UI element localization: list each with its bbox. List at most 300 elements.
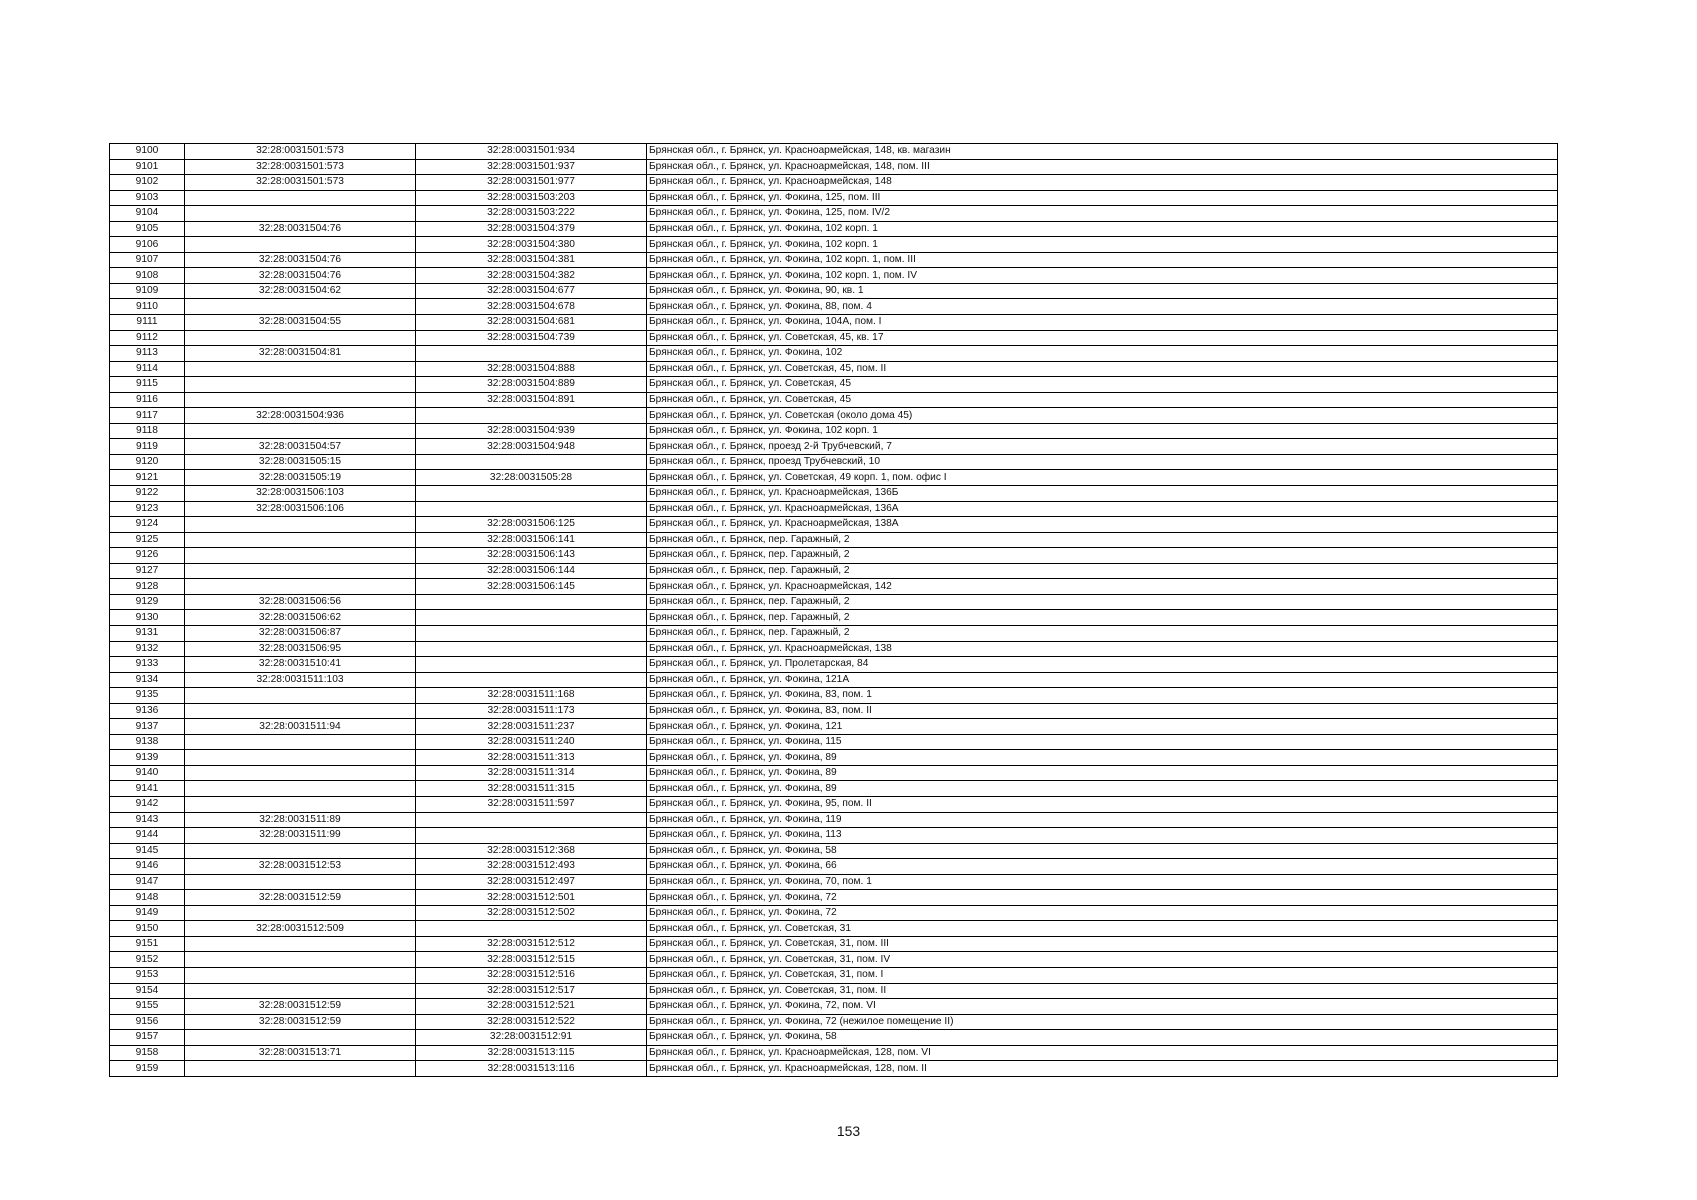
address-cell: Брянская обл., г. Брянск, пер. Гаражный, 2 [647,625,1558,641]
land-plot-number-cell [185,734,416,750]
object-number-cell: 32:28:0031504:681 [416,315,647,331]
row-number-cell: 9139 [110,750,185,766]
table-row [110,843,1558,859]
table-row [110,439,1558,455]
table-row [110,206,1558,222]
table-row [110,967,1558,983]
table-row [110,983,1558,999]
object-number-cell: 32:28:0031506:125 [416,517,647,533]
object-number-cell: 32:28:0031506:144 [416,563,647,579]
row-number-cell: 9129 [110,594,185,610]
land-plot-number-cell: 32:28:0031506:103 [185,486,416,502]
object-number-cell [416,812,647,828]
land-plot-number-cell: 32:28:0031501:573 [185,144,416,160]
land-plot-number-cell: 32:28:0031512:53 [185,859,416,875]
land-plot-number-cell [185,237,416,253]
row-number-cell: 9106 [110,237,185,253]
object-number-cell: 32:28:0031505:28 [416,470,647,486]
land-plot-number-cell [185,905,416,921]
row-number-cell: 9105 [110,221,185,237]
row-number-cell: 9142 [110,796,185,812]
table-row [110,408,1558,424]
object-number-cell: 32:28:0031501:977 [416,175,647,191]
table-row [110,470,1558,486]
table-row [110,548,1558,564]
address-cell: Брянская обл., г. Брянск, пер. Гаражный, 2 [647,548,1558,564]
row-number-cell: 9150 [110,921,185,937]
address-cell: Брянская обл., г. Брянск, ул. Фокина, 119 [647,812,1558,828]
address-cell: Брянская обл., г. Брянск, ул. Советская, 31 [647,921,1558,937]
address-cell: Брянская обл., г. Брянск, ул. Фокина, 66 [647,859,1558,875]
address-cell: Брянская обл., г. Брянск, ул. Советская (около дома 45) [647,408,1558,424]
table-row [110,361,1558,377]
table-row [110,237,1558,253]
land-plot-number-cell: 32:28:0031511:89 [185,812,416,828]
row-number-cell: 9125 [110,532,185,548]
land-plot-number-cell: 32:28:0031504:62 [185,283,416,299]
table-row [110,190,1558,206]
cadastral-table [109,143,1558,1077]
row-number-cell: 9147 [110,874,185,890]
object-number-cell: 32:28:0031511:173 [416,703,647,719]
table-row [110,719,1558,735]
table-row [110,657,1558,673]
address-cell: Брянская обл., г. Брянск, ул. Советская, 31, пом. III [647,936,1558,952]
object-number-cell: 32:28:0031504:678 [416,299,647,315]
table-row [110,765,1558,781]
land-plot-number-cell: 32:28:0031504:81 [185,346,416,362]
address-cell: Брянская обл., г. Брянск, ул. Фокина, 72 (нежилое помещение II) [647,1014,1558,1030]
row-number-cell: 9149 [110,905,185,921]
row-number-cell: 9156 [110,1014,185,1030]
address-cell: Брянская обл., г. Брянск, ул. Красноармейская, 148, пом. III [647,159,1558,175]
table-row [110,936,1558,952]
table-row [110,330,1558,346]
object-number-cell [416,486,647,502]
land-plot-number-cell [185,392,416,408]
land-plot-number-cell: 32:28:0031501:573 [185,159,416,175]
row-number-cell: 9138 [110,734,185,750]
address-cell: Брянская обл., г. Брянск, ул. Фокина, 95, пом. II [647,796,1558,812]
table-row [110,750,1558,766]
row-number-cell: 9131 [110,625,185,641]
object-number-cell: 32:28:0031504:891 [416,392,647,408]
row-number-cell: 9118 [110,423,185,439]
address-cell: Брянская обл., г. Брянск, ул. Пролетарская, 84 [647,657,1558,673]
land-plot-number-cell [185,579,416,595]
table-row [110,999,1558,1015]
land-plot-number-cell: 32:28:0031512:59 [185,1014,416,1030]
land-plot-number-cell: 32:28:0031504:936 [185,408,416,424]
table-row [110,423,1558,439]
object-number-cell: 32:28:0031506:143 [416,548,647,564]
land-plot-number-cell [185,563,416,579]
row-number-cell: 9154 [110,983,185,999]
address-cell: Брянская обл., г. Брянск, ул. Фокина, 121А [647,672,1558,688]
address-cell: Брянская обл., г. Брянск, ул. Фокина, 102 корп. 1 [647,237,1558,253]
object-number-cell [416,408,647,424]
object-number-cell: 32:28:0031501:934 [416,144,647,160]
address-cell: Брянская обл., г. Брянск, ул. Советская, 31, пом. IV [647,952,1558,968]
object-number-cell: 32:28:0031512:368 [416,843,647,859]
row-number-cell: 9155 [110,999,185,1015]
row-number-cell: 9158 [110,1045,185,1061]
table-row [110,828,1558,844]
table-row [110,392,1558,408]
row-number-cell: 9126 [110,548,185,564]
land-plot-number-cell [185,952,416,968]
row-number-cell: 9110 [110,299,185,315]
address-cell: Брянская обл., г. Брянск, проезд Трубчевский, 10 [647,454,1558,470]
object-number-cell: 32:28:0031501:937 [416,159,647,175]
table-row [110,703,1558,719]
table-row [110,346,1558,362]
row-number-cell: 9120 [110,454,185,470]
table-row [110,299,1558,315]
land-plot-number-cell [185,1061,416,1077]
table-row [110,1045,1558,1061]
row-number-cell: 9119 [110,439,185,455]
address-cell: Брянская обл., г. Брянск, ул. Фокина, 90, кв. 1 [647,283,1558,299]
address-cell: Брянская обл., г. Брянск, ул. Советская, 49 корп. 1, пом. офис I [647,470,1558,486]
address-cell: Брянская обл., г. Брянск, ул. Советская, 45 [647,377,1558,393]
land-plot-number-cell [185,548,416,564]
address-cell: Брянская обл., г. Брянск, ул. Советская, 31, пом. I [647,967,1558,983]
object-number-cell: 32:28:0031511:168 [416,688,647,704]
address-cell: Брянская обл., г. Брянск, ул. Фокина, 72 [647,905,1558,921]
row-number-cell: 9103 [110,190,185,206]
object-number-cell: 32:28:0031504:380 [416,237,647,253]
address-cell: Брянская обл., г. Брянск, ул. Фокина, 83, пом. 1 [647,688,1558,704]
row-number-cell: 9111 [110,315,185,331]
address-cell: Брянская обл., г. Брянск, ул. Фокина, 102 корп. 1, пом. IV [647,268,1558,284]
row-number-cell: 9153 [110,967,185,983]
table-row [110,517,1558,533]
land-plot-number-cell [185,377,416,393]
land-plot-number-cell [185,781,416,797]
address-cell: Брянская обл., г. Брянск, ул. Красноармейская, 136Б [647,486,1558,502]
land-plot-number-cell [185,517,416,533]
address-cell: Брянская обл., г. Брянск, ул. Фокина, 88, пом. 4 [647,299,1558,315]
address-cell: Брянская обл., г. Брянск, ул. Фокина, 72, пом. VI [647,999,1558,1015]
address-cell: Брянская обл., г. Брянск, ул. Красноармейская, 136А [647,501,1558,517]
page-number: 153 [836,1123,861,1139]
table-row [110,859,1558,875]
address-cell: Брянская обл., г. Брянск, ул. Красноармейская, 138А [647,517,1558,533]
object-number-cell: 32:28:0031512:521 [416,999,647,1015]
object-number-cell: 32:28:0031512:497 [416,874,647,890]
table-row [110,1030,1558,1046]
object-number-cell [416,454,647,470]
table-row [110,1061,1558,1077]
row-number-cell: 9114 [110,361,185,377]
address-cell: Брянская обл., г. Брянск, ул. Фокина, 125, пом. III [647,190,1558,206]
table-row [110,175,1558,191]
object-number-cell: 32:28:0031511:315 [416,781,647,797]
object-number-cell: 32:28:0031511:237 [416,719,647,735]
land-plot-number-cell: 32:28:0031504:55 [185,315,416,331]
land-plot-number-cell: 32:28:0031511:103 [185,672,416,688]
address-cell: Брянская обл., г. Брянск, ул. Фокина, 125, пом. IV/2 [647,206,1558,222]
table-row [110,688,1558,704]
table-row [110,796,1558,812]
address-cell: Брянская обл., г. Брянск, пер. Гаражный, 2 [647,563,1558,579]
row-number-cell: 9148 [110,890,185,906]
land-plot-number-cell [185,936,416,952]
land-plot-number-cell: 32:28:0031504:76 [185,268,416,284]
object-number-cell: 32:28:0031503:222 [416,206,647,222]
row-number-cell: 9108 [110,268,185,284]
object-number-cell: 32:28:0031511:314 [416,765,647,781]
land-plot-number-cell [185,190,416,206]
row-number-cell: 9137 [110,719,185,735]
land-plot-number-cell [185,330,416,346]
row-number-cell: 9116 [110,392,185,408]
object-number-cell: 32:28:0031512:493 [416,859,647,875]
object-number-cell: 32:28:0031512:91 [416,1030,647,1046]
object-number-cell: 32:28:0031506:145 [416,579,647,595]
address-cell: Брянская обл., г. Брянск, ул. Красноармейская, 128, пом. VI [647,1045,1558,1061]
land-plot-number-cell [185,423,416,439]
object-number-cell: 32:28:0031504:948 [416,439,647,455]
object-number-cell: 32:28:0031511:313 [416,750,647,766]
row-number-cell: 9113 [110,346,185,362]
row-number-cell: 9104 [110,206,185,222]
table-row [110,579,1558,595]
row-number-cell: 9133 [110,657,185,673]
row-number-cell: 9100 [110,144,185,160]
row-number-cell: 9109 [110,283,185,299]
object-number-cell [416,657,647,673]
object-number-cell: 32:28:0031512:522 [416,1014,647,1030]
land-plot-number-cell [185,796,416,812]
address-cell: Брянская обл., г. Брянск, ул. Советская, 31, пом. II [647,983,1558,999]
address-cell: Брянская обл., г. Брянск, ул. Фокина, 89 [647,781,1558,797]
land-plot-number-cell [185,361,416,377]
address-cell: Брянская обл., г. Брянск, ул. Фокина, 83, пом. II [647,703,1558,719]
land-plot-number-cell [185,843,416,859]
land-plot-number-cell [185,532,416,548]
address-cell: Брянская обл., г. Брянск, проезд 2-й Трубчевский, 7 [647,439,1558,455]
address-cell: Брянская обл., г. Брянск, ул. Красноармейская, 148 [647,175,1558,191]
address-cell: Брянская обл., г. Брянск, ул. Фокина, 72 [647,890,1558,906]
address-cell: Брянская обл., г. Брянск, ул. Фокина, 58 [647,843,1558,859]
table-row [110,594,1558,610]
land-plot-number-cell [185,299,416,315]
row-number-cell: 9135 [110,688,185,704]
table-row [110,486,1558,502]
object-number-cell: 32:28:0031512:501 [416,890,647,906]
land-plot-number-cell: 32:28:0031504:76 [185,221,416,237]
land-plot-number-cell: 32:28:0031506:106 [185,501,416,517]
row-number-cell: 9130 [110,610,185,626]
object-number-cell: 32:28:0031513:116 [416,1061,647,1077]
object-number-cell [416,501,647,517]
object-number-cell: 32:28:0031504:381 [416,252,647,268]
land-plot-number-cell [185,1030,416,1046]
object-number-cell: 32:28:0031512:516 [416,967,647,983]
object-number-cell [416,346,647,362]
object-number-cell [416,641,647,657]
object-number-cell [416,625,647,641]
object-number-cell: 32:28:0031513:115 [416,1045,647,1061]
row-number-cell: 9152 [110,952,185,968]
land-plot-number-cell: 32:28:0031506:62 [185,610,416,626]
object-number-cell [416,610,647,626]
land-plot-number-cell [185,688,416,704]
address-cell: Брянская обл., г. Брянск, пер. Гаражный, 2 [647,610,1558,626]
row-number-cell: 9140 [110,765,185,781]
table-row [110,252,1558,268]
table-row [110,501,1558,517]
object-number-cell: 32:28:0031512:515 [416,952,647,968]
table-row [110,144,1558,160]
object-number-cell: 32:28:0031503:203 [416,190,647,206]
land-plot-number-cell [185,765,416,781]
address-cell: Брянская обл., г. Брянск, ул. Красноармейская, 148, кв. магазин [647,144,1558,160]
row-number-cell: 9117 [110,408,185,424]
object-number-cell: 32:28:0031504:939 [416,423,647,439]
address-cell: Брянская обл., г. Брянск, ул. Фокина, 89 [647,765,1558,781]
address-cell: Брянская обл., г. Брянск, ул. Фокина, 102 корп. 1 [647,423,1558,439]
object-number-cell [416,921,647,937]
table-row [110,672,1558,688]
object-number-cell: 32:28:0031511:597 [416,796,647,812]
row-number-cell: 9124 [110,517,185,533]
table-row [110,890,1558,906]
table-row [110,563,1558,579]
land-plot-number-cell [185,967,416,983]
address-cell: Брянская обл., г. Брянск, ул. Фокина, 102 [647,346,1558,362]
land-plot-number-cell [185,983,416,999]
address-cell: Брянская обл., г. Брянск, пер. Гаражный, 2 [647,532,1558,548]
row-number-cell: 9146 [110,859,185,875]
row-number-cell: 9112 [110,330,185,346]
address-cell: Брянская обл., г. Брянск, ул. Фокина, 58 [647,1030,1558,1046]
table-row [110,315,1558,331]
object-number-cell: 32:28:0031512:512 [416,936,647,952]
row-number-cell: 9144 [110,828,185,844]
row-number-cell: 9128 [110,579,185,595]
address-cell: Брянская обл., г. Брянск, ул. Красноармейская, 128, пом. II [647,1061,1558,1077]
row-number-cell: 9115 [110,377,185,393]
object-number-cell [416,828,647,844]
address-cell: Брянская обл., г. Брянск, ул. Фокина, 113 [647,828,1558,844]
land-plot-number-cell [185,206,416,222]
cadastral-table-body [110,144,1558,1077]
address-cell: Брянская обл., г. Брянск, ул. Фокина, 102 корп. 1 [647,221,1558,237]
address-cell: Брянская обл., г. Брянск, ул. Фокина, 89 [647,750,1558,766]
land-plot-number-cell [185,874,416,890]
row-number-cell: 9134 [110,672,185,688]
object-number-cell: 32:28:0031504:382 [416,268,647,284]
land-plot-number-cell: 32:28:0031504:76 [185,252,416,268]
land-plot-number-cell: 32:28:0031512:59 [185,999,416,1015]
row-number-cell: 9141 [110,781,185,797]
row-number-cell: 9107 [110,252,185,268]
table-row [110,781,1558,797]
land-plot-number-cell: 32:28:0031510:41 [185,657,416,673]
land-plot-number-cell: 32:28:0031513:71 [185,1045,416,1061]
row-number-cell: 9145 [110,843,185,859]
row-number-cell: 9157 [110,1030,185,1046]
address-cell: Брянская обл., г. Брянск, ул. Красноармейская, 138 [647,641,1558,657]
table-row [110,377,1558,393]
address-cell: Брянская обл., г. Брянск, ул. Фокина, 70, пом. 1 [647,874,1558,890]
object-number-cell [416,594,647,610]
object-number-cell: 32:28:0031506:141 [416,532,647,548]
address-cell: Брянская обл., г. Брянск, ул. Фокина, 121 [647,719,1558,735]
row-number-cell: 9123 [110,501,185,517]
address-cell: Брянская обл., г. Брянск, пер. Гаражный, 2 [647,594,1558,610]
table-row [110,268,1558,284]
table-row [110,625,1558,641]
table-row [110,812,1558,828]
land-plot-number-cell: 32:28:0031512:509 [185,921,416,937]
row-number-cell: 9143 [110,812,185,828]
row-number-cell: 9136 [110,703,185,719]
land-plot-number-cell: 32:28:0031506:87 [185,625,416,641]
table-row [110,159,1558,175]
row-number-cell: 9101 [110,159,185,175]
address-cell: Брянская обл., г. Брянск, ул. Советская, 45 [647,392,1558,408]
object-number-cell: 32:28:0031512:502 [416,905,647,921]
address-cell: Брянская обл., г. Брянск, ул. Красноармейская, 142 [647,579,1558,595]
object-number-cell [416,672,647,688]
object-number-cell: 32:28:0031504:888 [416,361,647,377]
table-row [110,610,1558,626]
land-plot-number-cell: 32:28:0031506:56 [185,594,416,610]
object-number-cell: 32:28:0031504:739 [416,330,647,346]
land-plot-number-cell: 32:28:0031512:59 [185,890,416,906]
land-plot-number-cell: 32:28:0031501:573 [185,175,416,191]
row-number-cell: 9122 [110,486,185,502]
address-cell: Брянская обл., г. Брянск, ул. Советская, 45, пом. II [647,361,1558,377]
object-number-cell: 32:28:0031504:379 [416,221,647,237]
table-row [110,641,1558,657]
table-row [110,952,1558,968]
land-plot-number-cell: 32:28:0031505:19 [185,470,416,486]
land-plot-number-cell: 32:28:0031505:15 [185,454,416,470]
land-plot-number-cell: 32:28:0031511:99 [185,828,416,844]
row-number-cell: 9132 [110,641,185,657]
table-row [110,283,1558,299]
table-row [110,1014,1558,1030]
land-plot-number-cell: 32:28:0031506:95 [185,641,416,657]
table-row [110,532,1558,548]
land-plot-number-cell [185,750,416,766]
row-number-cell: 9127 [110,563,185,579]
land-plot-number-cell: 32:28:0031511:94 [185,719,416,735]
object-number-cell: 32:28:0031504:889 [416,377,647,393]
address-cell: Брянская обл., г. Брянск, ул. Фокина, 115 [647,734,1558,750]
row-number-cell: 9102 [110,175,185,191]
row-number-cell: 9121 [110,470,185,486]
table-row [110,221,1558,237]
table-row [110,734,1558,750]
object-number-cell: 32:28:0031504:677 [416,283,647,299]
address-cell: Брянская обл., г. Брянск, ул. Советская, 45, кв. 17 [647,330,1558,346]
address-cell: Брянская обл., г. Брянск, ул. Фокина, 104А, пом. I [647,315,1558,331]
object-number-cell: 32:28:0031511:240 [416,734,647,750]
object-number-cell: 32:28:0031512:517 [416,983,647,999]
table-row [110,905,1558,921]
table-row [110,454,1558,470]
address-cell: Брянская обл., г. Брянск, ул. Фокина, 102 корп. 1, пом. III [647,252,1558,268]
land-plot-number-cell [185,703,416,719]
table-row [110,921,1558,937]
row-number-cell: 9151 [110,936,185,952]
